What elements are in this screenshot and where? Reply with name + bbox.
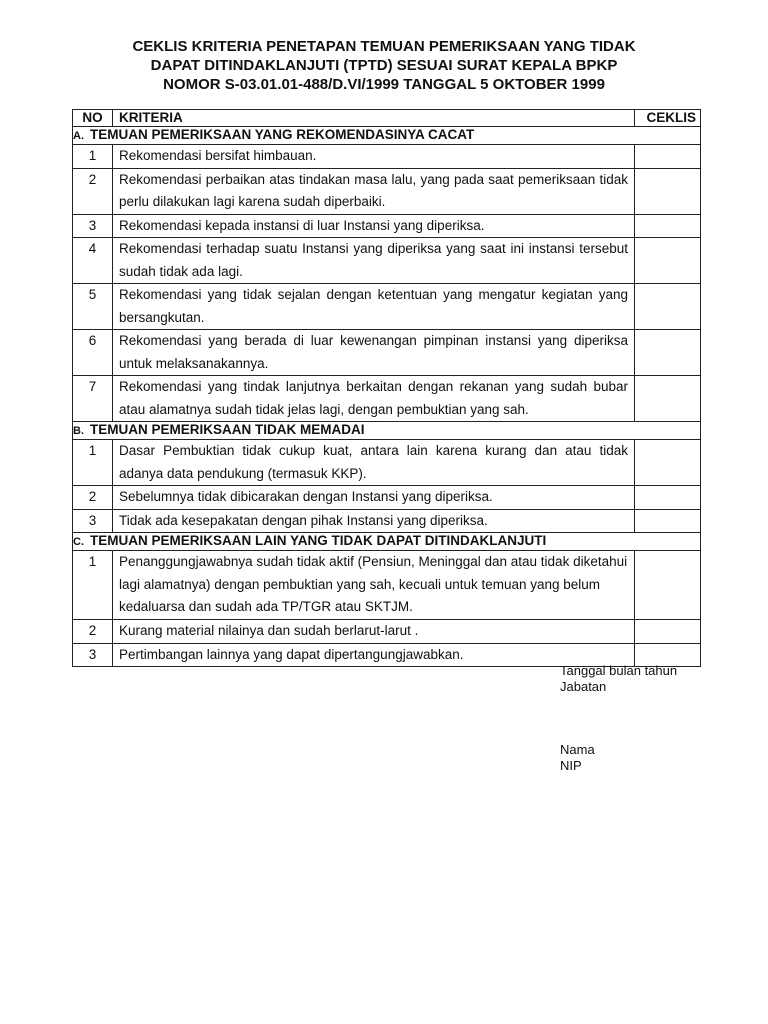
header-kriteria: KRITERIA (113, 110, 635, 127)
section-row (73, 533, 701, 551)
criteria-number: 1 (73, 551, 113, 620)
criteria-number: 1 (73, 440, 113, 486)
criteria-row (73, 238, 701, 284)
criteria-text: Rekomendasi bersifat himbauan. (113, 145, 635, 169)
signature-date: Tanggal bulan tahun (560, 663, 678, 678)
criteria-number: 2 (73, 620, 113, 644)
criteria-number: 7 (73, 376, 113, 422)
criteria-text: Rekomendasi yang tindak lanjutnya berkaitan dengan rekanan yang sudah bubar atau alamatnya sudah tidak jelas lagi, dengan pembuktian yang sah. (113, 376, 635, 422)
ceklis-checkbox-cell[interactable] (635, 551, 701, 620)
criteria-text: Rekomendasi yang berada di luar kewenangan pimpinan instansi yang diperiksa untuk melaksanakannya. (113, 330, 635, 376)
section-row (73, 127, 701, 145)
ceklis-checkbox-cell[interactable] (635, 330, 701, 376)
criteria-text: Kurang material nilainya dan sudah berlarut-larut . (113, 620, 635, 644)
criteria-row (73, 509, 701, 533)
criteria-text: Sebelumnya tidak dibicarakan dengan Instansi yang diperiksa. (113, 486, 635, 510)
criteria-text: Tidak ada kesepakatan dengan pihak Instansi yang diperiksa. (113, 509, 635, 533)
criteria-table (72, 109, 701, 667)
section-letter: C. (73, 536, 84, 548)
criteria-row (73, 440, 701, 486)
section-letter: B. (73, 425, 84, 437)
title-line-1: CEKLIS KRITERIA PENETAPAN TEMUAN PEMERIKSAAN YANG TIDAK (132, 38, 636, 55)
header-no: NO (73, 110, 113, 127)
criteria-number: 6 (73, 330, 113, 376)
title-line-2: DAPAT DITINDAKLANJUTI (TPTD) SESUAI SURAT KEPALA BPKP (150, 57, 618, 74)
criteria-number: 3 (73, 214, 113, 238)
criteria-row (73, 330, 701, 376)
section-title-cell (73, 533, 701, 551)
section-letter: A. (73, 130, 84, 142)
criteria-row (73, 145, 701, 169)
ceklis-checkbox-cell[interactable] (635, 509, 701, 533)
criteria-row (73, 376, 701, 422)
criteria-row (73, 214, 701, 238)
criteria-text: Pertimbangan lainnya yang dapat dipertangungjawabkan. (113, 643, 635, 667)
section-title-cell (73, 127, 701, 145)
table-header-row (73, 110, 701, 127)
title-line-3: NOMOR S-03.01.01-488/D.VI/1999 TANGGAL 5 OKTOBER 1999 (163, 76, 605, 93)
criteria-row (73, 551, 701, 620)
section-title: TEMUAN PEMERIKSAAN TIDAK MEMADAI (90, 422, 365, 437)
criteria-number: 2 (73, 486, 113, 510)
criteria-number: 3 (73, 643, 113, 667)
document-title (60, 37, 708, 94)
ceklis-checkbox-cell[interactable] (635, 440, 701, 486)
criteria-number: 3 (73, 509, 113, 533)
section-title: TEMUAN PEMERIKSAAN LAIN YANG TIDAK DAPAT DITINDAKLANJUTI (90, 533, 547, 548)
criteria-text: Rekomendasi yang tidak sejalan dengan ketentuan yang mengatur kegiatan yang bersangkutan. (113, 284, 635, 330)
criteria-text: Dasar Pembuktian tidak cukup kuat, antara lain karena kurang dan atau tidak adanya data pendukung (termasuk KKP). (113, 440, 635, 486)
ceklis-checkbox-cell[interactable] (635, 214, 701, 238)
criteria-row (73, 486, 701, 510)
criteria-text: Rekomendasi terhadap suatu Instansi yang diperiksa yang saat ini instansi tersebut sudah tidak ada lagi. (113, 238, 635, 284)
section-title-cell (73, 422, 701, 440)
criteria-text: Rekomendasi perbaikan atas tindakan masa lalu, yang pada saat pemeriksaan tidak perlu dilakukan lagi karena sudah diperbaiki. (113, 168, 635, 214)
criteria-number: 4 (73, 238, 113, 284)
ceklis-checkbox-cell[interactable] (635, 620, 701, 644)
ceklis-checkbox-cell[interactable] (635, 145, 701, 169)
ceklis-checkbox-cell[interactable] (635, 376, 701, 422)
criteria-row (73, 168, 701, 214)
criteria-number: 2 (73, 168, 113, 214)
section-title: TEMUAN PEMERIKSAAN YANG REKOMENDASINYA CACAT (90, 127, 475, 142)
criteria-text: Penanggungjawabnya sudah tidak aktif (Pensiun, Meninggal dan atau tidak diketahui lagi alamatnya) dengan pembuktian yang sah, kecuali untuk temuan yang belum kedaluarsa dan sudah ada TP/TGR atau SKTJM. (113, 551, 635, 620)
criteria-number: 5 (73, 284, 113, 330)
signature-nip: NIP (560, 758, 582, 773)
header-ceklis: CEKLIS (635, 110, 701, 127)
section-row (73, 422, 701, 440)
ceklis-checkbox-cell[interactable] (635, 486, 701, 510)
criteria-text: Rekomendasi kepada instansi di luar Instansi yang diperiksa. (113, 214, 635, 238)
ceklis-checkbox-cell[interactable] (635, 284, 701, 330)
ceklis-checkbox-cell[interactable] (635, 238, 701, 284)
criteria-row (73, 620, 701, 644)
criteria-row (73, 284, 701, 330)
signature-position: Jabatan (560, 679, 607, 694)
ceklis-checkbox-cell[interactable] (635, 168, 701, 214)
criteria-number: 1 (73, 145, 113, 169)
signature-name: Nama (560, 742, 595, 757)
